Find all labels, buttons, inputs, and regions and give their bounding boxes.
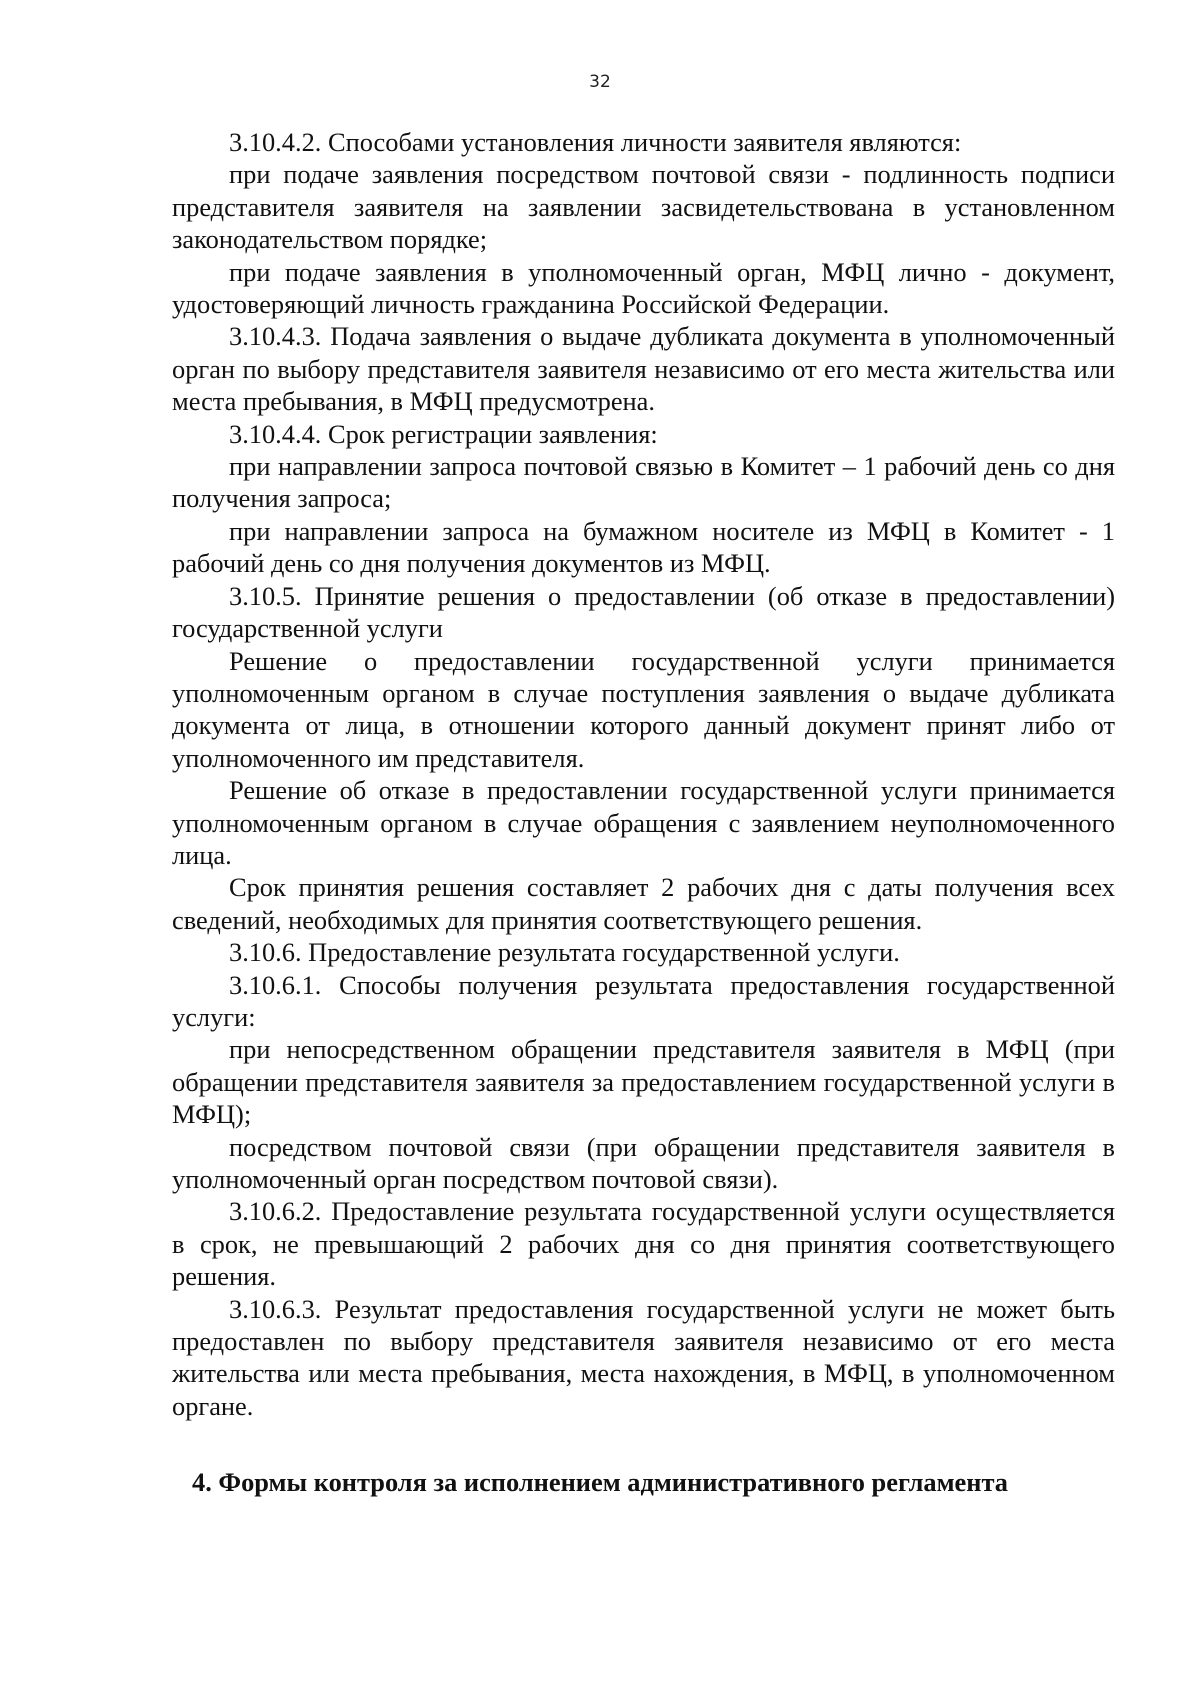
paragraph-3-10-4-2: 3.10.4.2. Способами установления личности заявителя являются:: [229, 127, 962, 157]
paragraph-result-postal: посредством почтовой связи (при обращении представителя заявителя в уполномоченный орган посредством почтовой связи).: [172, 1131, 1115, 1194]
paragraph-paper-registration: при направлении запроса на бумажном носителе из МФЦ в Комитет - 1 рабочий день со дня получения документов из МФЦ.: [172, 515, 1115, 579]
page-number: 32: [589, 72, 611, 92]
document-body: [172, 126, 1115, 1422]
paragraph-decision-term: Срок принятия решения составляет 2 рабочих дня с даты получения всех сведений, необходимых для принятия соответствующего решения.: [172, 872, 1115, 935]
paragraph-3-10-5: 3.10.5. Принятие решения о предоставлении (об отказе в предоставлении) государственной услуги: [172, 580, 1115, 644]
paragraph-decision-refusal: Решение об отказе в предоставлении государственной услуги принимается уполномоченным органом в случае обращения с заявлением неуполномоченного лица.: [172, 775, 1115, 870]
paragraph-postal-registration: при направлении запроса почтовой связью в Комитет – 1 рабочий день со дня получения запроса;: [172, 451, 1115, 514]
paragraph-decision-grant: Решение о предоставлении государственной услуги принимается уполномоченным органом в случае поступления заявления о выдаче дубликата документа от лица, в отношении которого данный документ принят либо от уполномоченного им представителя.: [172, 645, 1115, 773]
paragraph-3-10-6-2: 3.10.6.2. Предоставление результата государственной услуги осуществляется в срок, не превышающий 2 рабочих дня со дня принятия соответствующего решения.: [172, 1196, 1115, 1292]
paragraph-3-10-6-1: 3.10.6.1. Способы получения результата предоставления государственной услуги:: [172, 969, 1115, 1032]
section-heading: 4. Формы контроля за исполнением административного регламента: [192, 1467, 1008, 1497]
paragraph-in-person-identity: при подаче заявления в уполномоченный орган, МФЦ лично - документ, удостоверяющий личность гражданина Российской Федерации.: [172, 256, 1115, 320]
paragraph-3-10-4-4: 3.10.4.4. Срок регистрации заявления:: [229, 418, 658, 449]
paragraph-postal-identity: при подаче заявления посредством почтовой связи - подлинность подписи представителя заявителя на заявлении засвидетельствована в установленном законодательством порядке;: [172, 159, 1115, 255]
paragraph-3-10-4-3: 3.10.4.3. Подача заявления о выдаче дубликата документа в уполномоченный орган по выбору представителя заявителя независимо от его места жительства или места пребывания, в МФЦ предусмотрена.: [172, 321, 1115, 417]
paragraph-result-mfc: при непосредственном обращении представителя заявителя в МФЦ (при обращении представителя заявителя за предоставлением государственной услуги в МФЦ);: [172, 1034, 1115, 1130]
paragraph-3-10-6: 3.10.6. Предоставление результата государственной услуги.: [229, 937, 900, 968]
paragraph-3-10-6-3: 3.10.6.3. Результат предоставления государственной услуги не может быть предоставлен по выбору представителя заявителя независимо от его места жительства или места пребывания, места нахождения, в МФЦ, в уполномоченном органе.: [172, 1293, 1115, 1421]
